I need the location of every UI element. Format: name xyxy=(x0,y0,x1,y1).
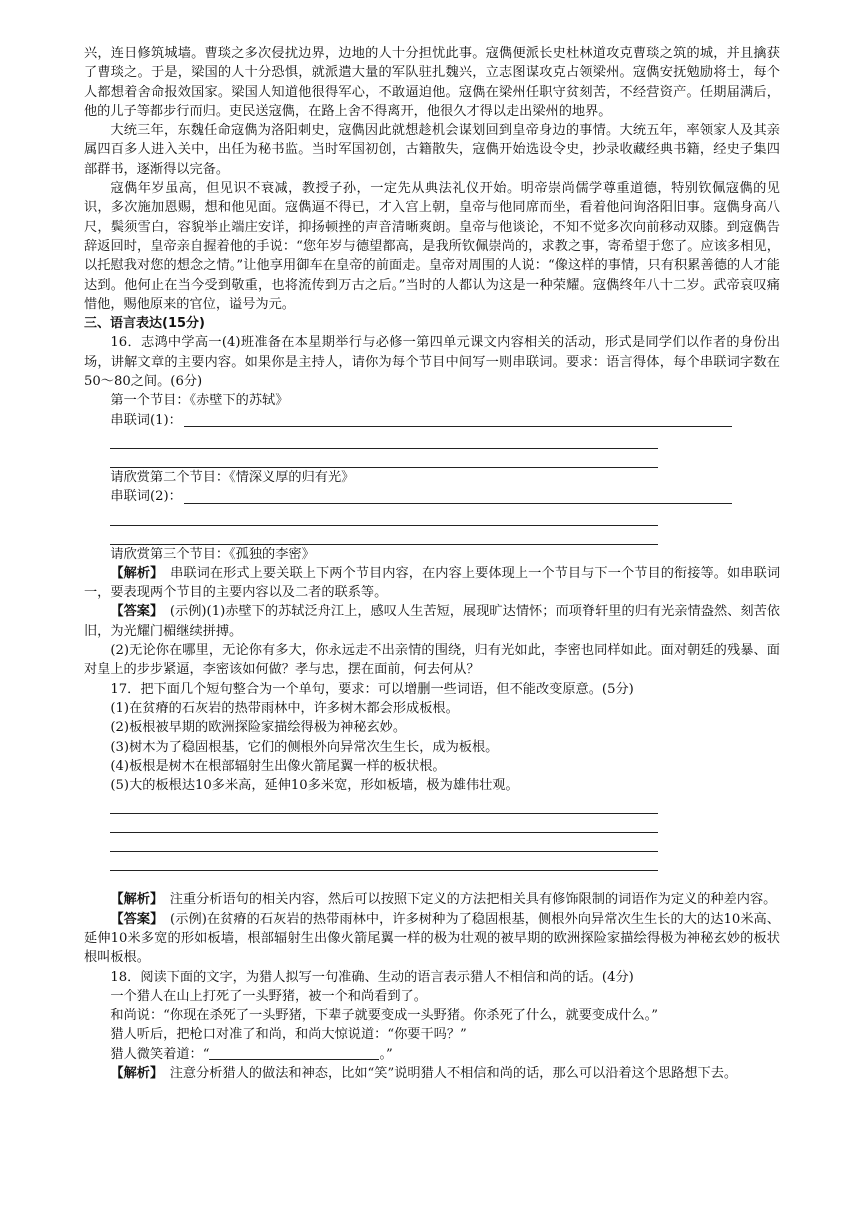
question-18-analysis xyxy=(84,1064,780,1083)
sentence-5: (5)大的板根达10多米高，延伸10多米宽，形如板墙，极为雄伟壮观。 xyxy=(110,778,519,794)
answer-line[interactable] xyxy=(110,852,658,871)
spacer xyxy=(84,871,780,890)
blank-2-label: 串联词(2)： xyxy=(110,489,182,505)
question-17-answer xyxy=(84,910,780,968)
story-paragraph-3: 寇儁年岁虽高，但见识不衰减，教授子孙，一定先从典法礼仪开始。明帝崇尚儒学尊重道德，特别钦佩寇儁的见识，多次施加恩赐，想和他见面。寇儁逼不得已，才入宫上朝，皇帝与他同席而坐，看着他问询洛阳旧事。寇儁身高八尺，鬓须雪白，容貌举止端庄安详，抑扬顿挫的声音清晰爽朗。皇帝与他谈论，不知不觉多次向前移动双膝。到寇儁告辞返回时，皇帝亲自握着他的手说：“您年岁与德望都高，是我所钦佩崇尚的，求教之事，寄希望于您了。应该多相见，以托慰我对您的想念之情。”让他享用御车在皇帝的前面走。皇帝对周围的人说：“像这样的事情，只有积累善德的人才能达到。他何止在当今受到敬重，也将流传到万古之后。”当时的人都认为这是一种荣耀。寇儁终年八十二岁。武帝哀叹痛惜他，赐他原来的官位，谥号为元。 xyxy=(84,181,780,312)
hunter-quote-blank[interactable] xyxy=(209,1046,379,1060)
passage-line-2: 和尚说：“你现在杀死了一头野猪，下辈子就要变成一头野猪。你杀死了什么，就要变成什么。” xyxy=(110,1008,658,1024)
analysis-tag: 【解析】 xyxy=(110,565,157,581)
analysis-tag: 【解析】 xyxy=(110,1066,157,1082)
story-paragraph-2: 大统三年，东魏任命寇儁为洛阳刺史，寇儁因此就想趁机会谋划回到皇帝身边的事情。大统五年，率领家人及其亲属四百多人进入关中，出任为秘书监。当时军国初创，古籍散失，寇儁开始选设令史，抄录收藏经典书籍，经史子集四部群书，逐渐得以完备。 xyxy=(84,123,780,177)
sentence-2: (2)板根被早期的欧洲探险家描绘得极为神秘玄妙。 xyxy=(110,720,407,736)
story-paragraph-1: 兴，连日修筑城墙。曹琰之多次侵扰边界，边地的人十分担忧此事。寇儁便派长史杜林道攻克曹琰之筑的城，并且擒获了曹琰之。于是，梁国的人十分恐惧，就派遣大量的军队驻扎魏兴，立志图谋攻克占领梁州。寇儁安抚勉励将士，每个人都想着舍命报效国家。梁国人知道他很得军心，不敢逼迫他。寇儁在梁州任职守贫刻苦，不经营资产。任期届满后，他的儿子等都步行而归。吏民送寇儁，在路上舍不得离开，他很久才得以走出梁州的地界。 xyxy=(84,46,780,119)
program-3: 请欣赏第三个节目：《孤独的李密》 xyxy=(110,546,315,562)
blank-1-label: 串联词(1)： xyxy=(110,412,182,428)
program-2: 请欣赏第二个节目：《情深义厚的归有光》 xyxy=(110,469,355,485)
answer-tag: 【答案】 xyxy=(110,604,157,620)
answer-line[interactable] xyxy=(110,795,658,814)
answer-text: (示例)在贫瘠的石灰岩的热带雨林中，许多树种为了稳固根基，侧根外向异常次生生长的大的达10米高、延伸10米多宽的形如板墙，根部辐射生出像火箭尾翼一样的极为壮观的被早期的欧洲探险家描绘得极为神秘玄妙的板状根叫板根。 xyxy=(84,911,780,966)
question-16-stem: 16．志鸿中学高一(4)班准备在本星期举行与必修一第四单元课文内容相关的活动，形式是同学们以作者的身份出场，讲解文章的主要内容。如果你是主持人，请你为每个节目中间写一则串联词。要求：语言得体，每个串联词字数在50～80之间。(6分) xyxy=(84,335,780,390)
blank-2-row xyxy=(84,487,780,506)
question-16-analysis xyxy=(84,564,780,603)
answer-tag: 【答案】 xyxy=(110,911,157,927)
answer-blank-2[interactable] xyxy=(184,489,732,504)
section-title: 三、语言表达(15分) xyxy=(84,316,205,332)
answer-line[interactable] xyxy=(110,430,658,449)
question-17-stem: 17．把下面几个短句整合为一个单句，要求：可以增删一些词语，但不能改变原意。(5分) xyxy=(110,681,634,697)
sentence-4: (4)板根是树木在根部辐射生出像火箭尾翼一样的板状根。 xyxy=(110,758,446,774)
quote-end: 。” xyxy=(379,1046,393,1062)
sentence-1: (1)在贫瘠的石灰岩的热带雨林中，许多树木都会形成板根。 xyxy=(110,700,459,716)
question-16-answer xyxy=(84,602,780,641)
analysis-text: 注意分析猎人的做法和神态，比如“笑”说明猎人不相信和尚的话，那么可以沿着这个思路想下去。 xyxy=(156,1066,738,1082)
answer-line[interactable] xyxy=(110,449,658,468)
passage-line-3: 猎人听后，把枪口对准了和尚，和尚大惊说道：“你要干吗？” xyxy=(110,1027,467,1043)
passage-line-4 xyxy=(84,1045,780,1064)
blank-1-row xyxy=(84,411,780,430)
answer-line[interactable] xyxy=(110,814,658,833)
answer-line[interactable] xyxy=(110,526,658,545)
question-16-answer-2: (2)无论你在哪里，无论你有多大，你永远走不出亲情的围绕，归有光如此，李密也同样如此。面对朝廷的残暴、面对皇上的步步紧逼，李密该如何做？孝与忠，摆在面前，何去何从？ xyxy=(84,643,780,678)
program-1: 第一个节目：《赤壁下的苏轼》 xyxy=(110,393,289,409)
hunter-says: 猎人微笑着道：“ xyxy=(110,1046,210,1062)
analysis-text: 串联词在形式上要关联上下两个节目内容，在内容上要体现上一个节目与下一个节目的衔接等。如串联词一，要表现两个节目的主要内容以及二者的联系等。 xyxy=(84,565,781,601)
answer-line[interactable] xyxy=(110,507,658,526)
sentence-3: (3)树木为了稳固根基，它们的侧根外向异常次生生长，成为板根。 xyxy=(110,739,499,755)
question-17-analysis xyxy=(84,890,780,909)
answer-text: (示例)(1)赤壁下的苏轼泛舟江上，感叹人生苦短，展现旷达情怀；而项脊轩里的归有光亲情盎然、刻苦依旧，为光耀门楣继续拼搏。 xyxy=(84,604,780,639)
question-18-stem: 18．阅读下面的文字，为猎人拟写一句准确、生动的语言表示猎人不相信和尚的话。(4分) xyxy=(110,969,634,985)
document-page xyxy=(84,44,780,1083)
answer-line[interactable] xyxy=(110,833,658,852)
passage-line-1: 一个猎人在山上打死了一头野猪，被一个和尚看到了。 xyxy=(110,988,427,1004)
answer-blank-1[interactable] xyxy=(184,412,732,427)
analysis-text: 注重分析语句的相关内容，然后可以按照下定义的方法把相关具有修饰限制的词语作为定义的种差内容。 xyxy=(156,892,777,908)
analysis-tag: 【解析】 xyxy=(110,892,157,908)
